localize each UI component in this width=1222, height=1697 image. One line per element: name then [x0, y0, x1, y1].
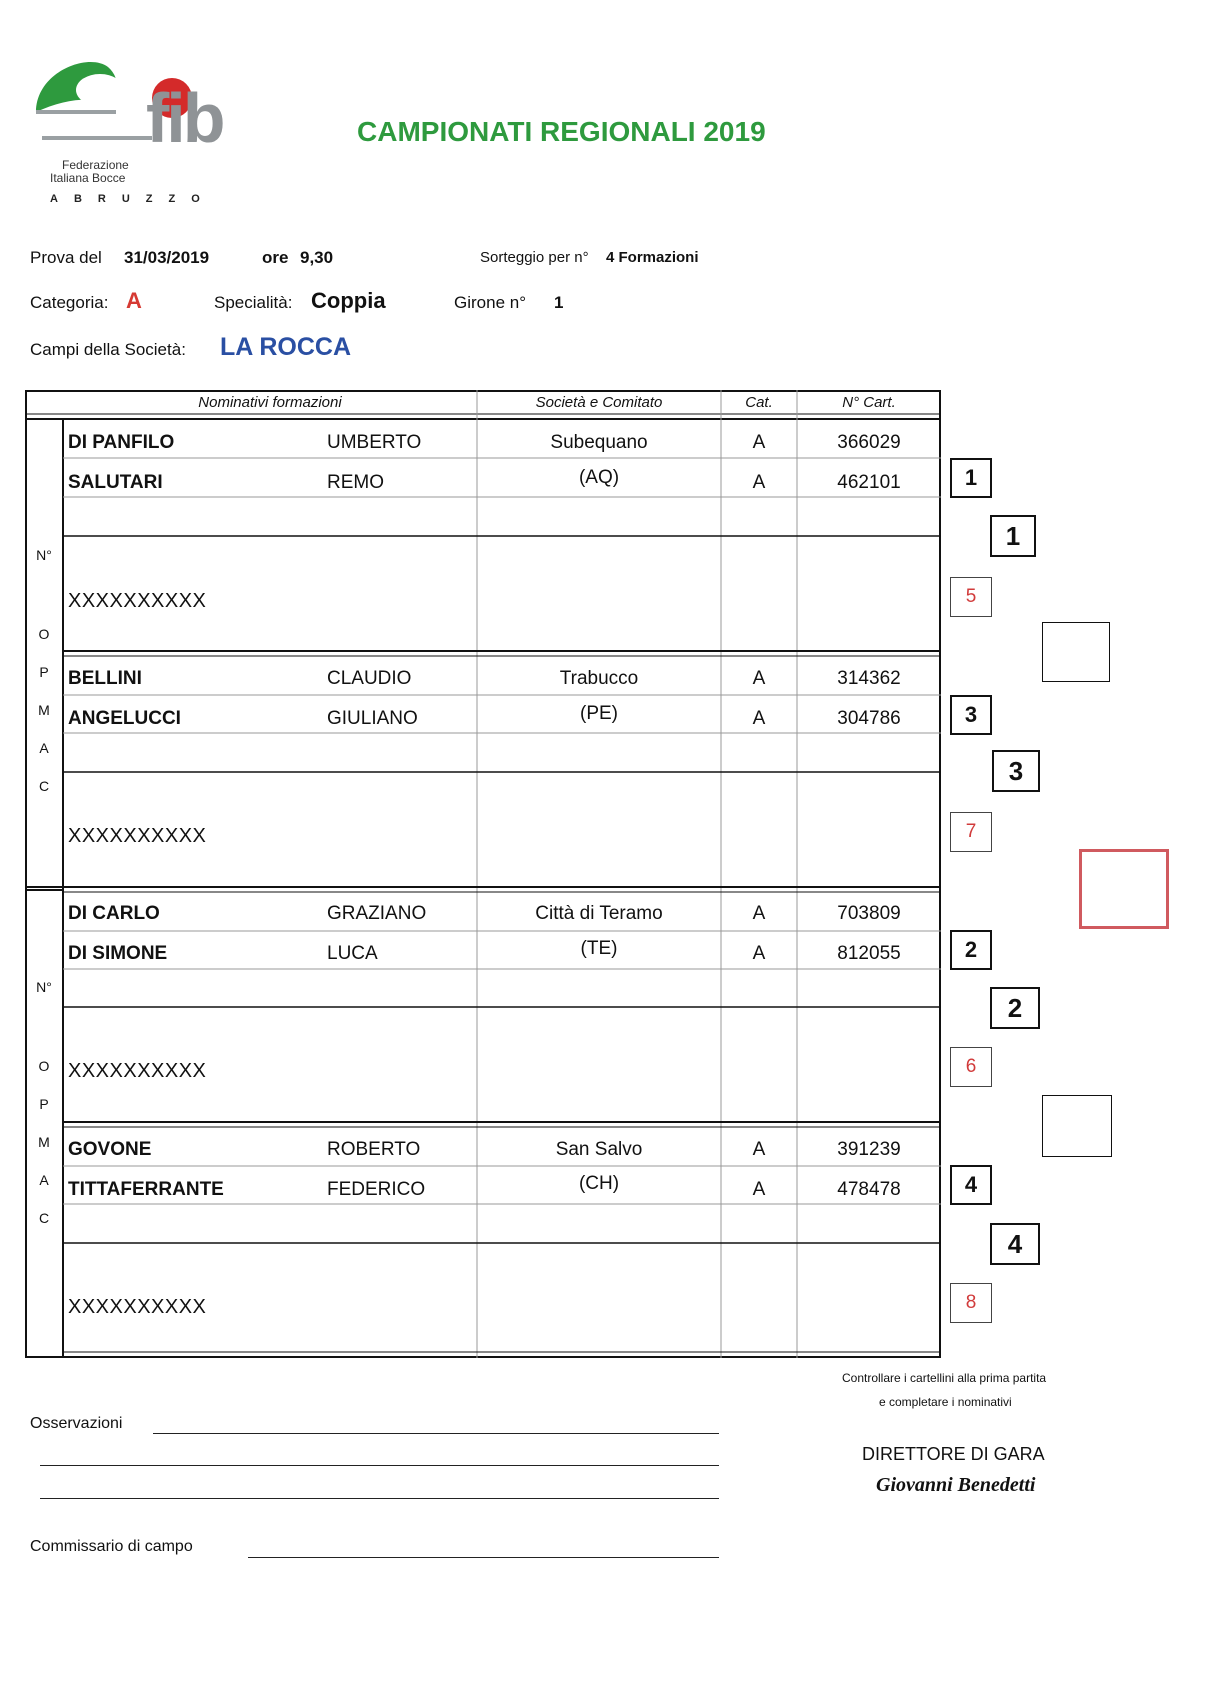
osservazioni-label: Osservazioni — [30, 1415, 123, 1432]
player-cat: A — [752, 943, 766, 964]
categoria-label: Categoria: — [30, 293, 109, 312]
player-surname: DI SIMONE — [68, 943, 168, 964]
sorteggio-label: Sorteggio per n° — [480, 249, 589, 266]
logo-org-line2: Italiana Bocce — [50, 171, 126, 185]
society-name: Subequano — [550, 432, 648, 453]
player-card: 304786 — [837, 708, 901, 729]
draw-box: 3 — [992, 750, 1040, 792]
sorteggio-value: 4 Formazioni — [606, 249, 699, 266]
player-cat: A — [752, 472, 766, 493]
player-cat: A — [752, 668, 766, 689]
player-card: 812055 — [837, 943, 901, 964]
girone-label: Girone n° — [454, 293, 527, 312]
position-box: 5 — [950, 577, 992, 617]
player-surname: SALUTARI — [68, 472, 163, 493]
player-name: CLAUDIO — [327, 668, 412, 689]
player-name: FEDERICO — [327, 1179, 426, 1200]
semifinal-box — [1042, 622, 1110, 682]
campo-label-n: N° — [36, 547, 52, 563]
fib-logo — [28, 52, 268, 212]
player-surname: DI PANFILO — [68, 432, 175, 453]
player-name: UMBERTO — [327, 432, 422, 453]
society-name: Città di Teramo — [535, 903, 663, 924]
player-card: 462101 — [837, 472, 901, 493]
player-name: GRAZIANO — [327, 903, 427, 924]
position-box: 6 — [950, 1047, 992, 1087]
placeholder-entry: XXXXXXXXXX — [68, 1060, 207, 1082]
society-committee: (TE) — [580, 938, 618, 959]
commissario-line — [248, 1557, 719, 1558]
note-line2: e completare i nominativi — [879, 1395, 1012, 1409]
placeholder-entry: XXXXXXXXXX — [68, 590, 207, 612]
player-card: 366029 — [837, 432, 901, 453]
logo-region: ABRUZZO — [50, 193, 216, 205]
osservazioni-line — [40, 1498, 719, 1499]
seed-box: 1 — [950, 458, 992, 498]
campo-label-n: N° — [36, 979, 52, 995]
campo-label-a: A — [39, 1172, 49, 1188]
prova-label: Prova del — [30, 248, 102, 267]
player-card: 391239 — [837, 1139, 901, 1160]
specialita-value: Coppia — [311, 288, 386, 313]
player-surname: TITTAFERRANTE — [68, 1179, 224, 1200]
draw-box: 2 — [990, 987, 1040, 1029]
campo-label-m: M — [38, 702, 50, 718]
osservazioni-line — [153, 1433, 719, 1434]
campo-label-p: P — [39, 1096, 49, 1112]
ore-value: 9,30 — [300, 248, 334, 267]
campo-label-o: O — [38, 626, 50, 642]
player-name: GIULIANO — [327, 708, 418, 729]
seed-box: 3 — [950, 695, 992, 735]
player-card: 703809 — [837, 903, 901, 924]
player-cat: A — [752, 1139, 766, 1160]
player-cat: A — [752, 1179, 766, 1200]
position-box: 8 — [950, 1283, 992, 1323]
final-box — [1079, 849, 1169, 929]
note-line1: Controllare i cartellini alla prima partita — [842, 1371, 1047, 1385]
logo-brand: fib — [146, 79, 223, 157]
society-name: San Salvo — [555, 1139, 643, 1160]
player-surname: GOVONE — [68, 1139, 152, 1160]
player-name: ROBERTO — [327, 1139, 421, 1160]
director-label: DIRETTORE DI GARA — [862, 1444, 1045, 1464]
player-surname: BELLINI — [68, 668, 142, 689]
header-societa: Società e Comitato — [535, 394, 663, 411]
campo-label-m: M — [38, 1134, 50, 1150]
player-name: REMO — [327, 472, 384, 493]
campo-label-a: A — [39, 740, 49, 756]
document-title: CAMPIONATI REGIONALI 2019 — [357, 116, 766, 147]
player-card: 314362 — [837, 668, 901, 689]
header-cart: N° Cart. — [842, 394, 896, 411]
table-grid-lines — [25, 390, 941, 1358]
player-card: 478478 — [837, 1179, 901, 1200]
society-committee: (AQ) — [578, 467, 620, 488]
placeholder-entry: XXXXXXXXXX — [68, 1296, 207, 1318]
seed-box: 2 — [950, 930, 992, 970]
ore-label: ore — [262, 248, 289, 267]
campo-label-c: C — [38, 778, 50, 794]
player-cat: A — [752, 432, 766, 453]
header-nominativi: Nominativi formazioni — [198, 394, 342, 411]
society-name: Trabucco — [559, 668, 639, 689]
girone-value: 1 — [554, 293, 564, 312]
teams-table — [25, 390, 941, 1358]
player-cat: A — [752, 708, 766, 729]
categoria-value: A — [126, 288, 142, 313]
player-surname: ANGELUCCI — [68, 708, 181, 729]
prova-date: 31/03/2019 — [124, 248, 210, 267]
director-signature: Giovanni Benedetti — [876, 1474, 1036, 1496]
campo-label-o: O — [38, 1058, 50, 1074]
osservazioni-line — [40, 1465, 719, 1466]
campo-label-p: P — [39, 664, 49, 680]
header-cat: Cat. — [745, 394, 773, 411]
campo-label-c: C — [38, 1210, 50, 1226]
player-cat: A — [752, 903, 766, 924]
placeholder-entry: XXXXXXXXXX — [68, 825, 207, 847]
draw-box: 4 — [990, 1223, 1040, 1265]
position-box: 7 — [950, 812, 992, 852]
semifinal-box — [1042, 1095, 1112, 1157]
seed-box: 4 — [950, 1165, 992, 1205]
player-name: LUCA — [327, 943, 378, 964]
commissario-label: Commissario di campo — [30, 1538, 193, 1555]
player-surname: DI CARLO — [68, 903, 160, 924]
society-committee: (CH) — [578, 1173, 620, 1194]
draw-box: 1 — [990, 515, 1036, 557]
logo-org-line1: Federazione — [62, 158, 129, 172]
campi-label: Campi della Società: — [30, 340, 186, 359]
specialita-label: Specialità: — [214, 293, 293, 312]
society-committee: (PE) — [580, 703, 618, 724]
campi-value: LA ROCCA — [220, 333, 352, 361]
